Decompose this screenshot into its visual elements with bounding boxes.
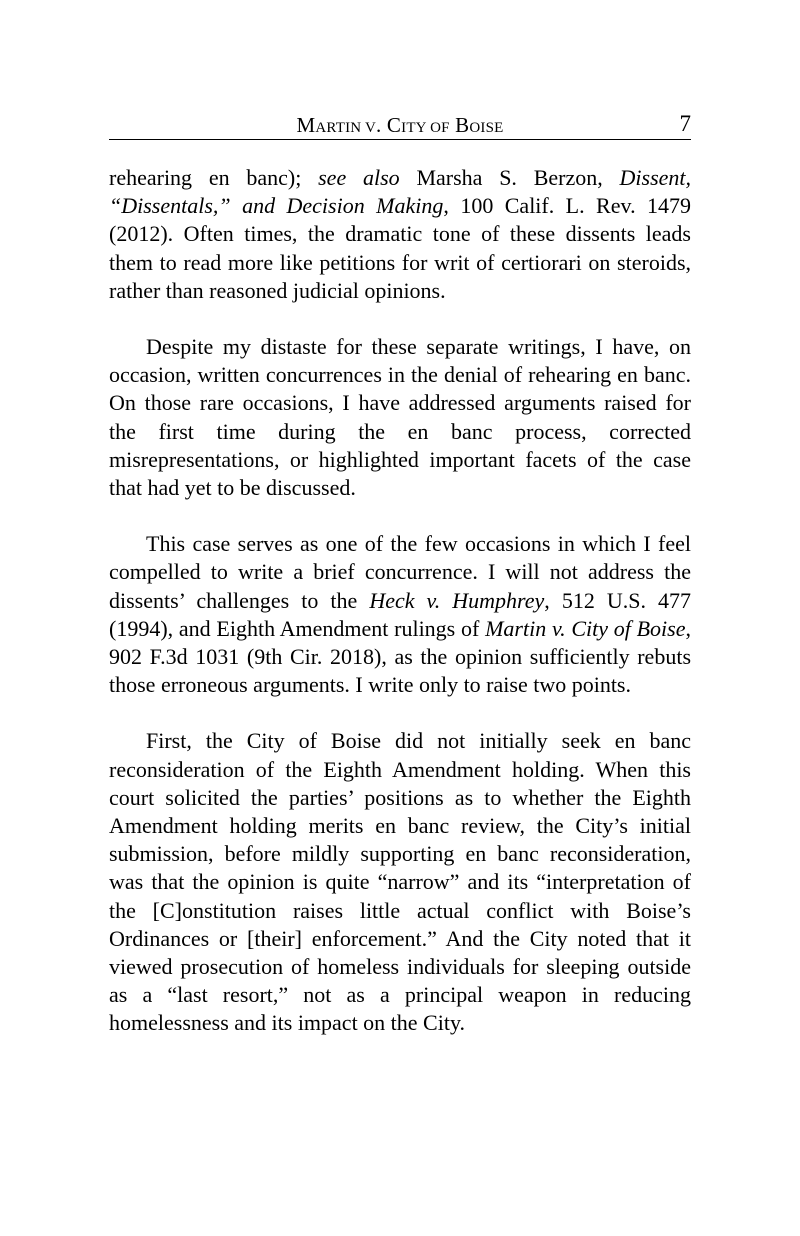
case-name: Martin v. City of Boise: [485, 615, 686, 641]
paragraph-2: Despite my distaste for these separate writings, I have, on occasion, written concurrences in the denial of rehearing en banc. On those rare occasions, I have addressed arguments raised for the first time during the en banc process, corrected misrepresentations, or highlighted important facets of the case that had yet to be discussed.: [109, 334, 691, 501]
page-number: 7: [679, 111, 691, 136]
body-text: [109, 164, 691, 1038]
text-run: , 902 F.3d 1031 (9th Cir. 2018), as the opinion sufficiently rebuts those erroneous arguments. I write only to raise two points.: [109, 615, 691, 698]
text-run: Marsha S. Berzon,: [399, 165, 620, 190]
case-name: Heck v. Humphrey: [369, 587, 545, 613]
text-run: rehearing en banc);: [109, 165, 319, 190]
text-run: , 100 Calif. L. Rev. 1479 (2012). Often times, the dramatic tone of these dissents leads them to read more like petitions for writ of certiorari on steroids, rather than reasoned judicial opinions.: [109, 193, 691, 303]
text-run: This case serves as one of the few occasions in which I feel compelled to write a brief concurrence. I will not address the dissents’ challenges to the: [109, 531, 691, 613]
running-title-cap: . C: [376, 113, 402, 137]
running-title-small: ITY OF: [401, 120, 450, 136]
text-run: , 512 U.S. 477 (1994), and Eighth Amendment rulings of: [109, 587, 692, 641]
running-title: [109, 113, 691, 138]
article-title: Dissent, “Dissentals,” and Decision Making: [109, 165, 692, 219]
paragraph-3: [109, 530, 691, 699]
signal-italic: see also: [318, 165, 400, 190]
running-title-small: OISE: [469, 120, 504, 136]
page-header: [109, 111, 691, 140]
running-title-small: ARTIN V: [315, 120, 377, 136]
running-title-cap: M: [296, 113, 316, 137]
running-title-cap: B: [449, 113, 470, 137]
paragraph-1: [109, 164, 691, 305]
paragraph-4: First, the City of Boise did not initially seek en banc reconsideration of the Eighth Amendment holding. When this court solicited the parties’ positions as to whether the Eighth Amendment holding merits en banc review, the City’s initial submission, before mildly supporting en banc reconsideration, was that the opinion is quite “narrow” and its “interpretation of the [C]onstitution raises little actual conflict with Boise’s Ordinances or [their] enforcement.” And the City noted that it viewed prosecution of homeless individuals for sleeping outside as a “last resort,” not as a principal weapon in reducing homelessness and its impact on the City.: [109, 728, 691, 1036]
